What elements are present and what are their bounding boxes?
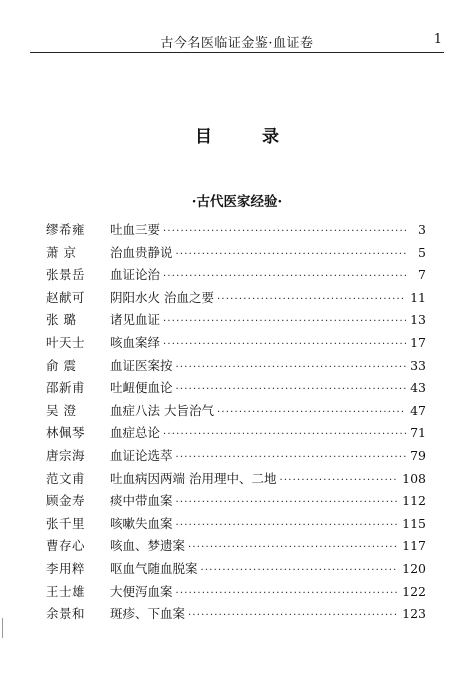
entry-page-number: 47 xyxy=(410,402,426,418)
entry-topic: 吐血三要 xyxy=(110,222,161,237)
dot-leader xyxy=(176,249,406,260)
dot-leader xyxy=(163,271,406,282)
toc-entry[interactable] xyxy=(46,378,426,401)
dot-leader xyxy=(176,497,399,508)
dot-leader xyxy=(201,565,399,576)
toc-entry[interactable] xyxy=(46,469,426,492)
entry-author: 王士雄 xyxy=(46,583,86,599)
entry-page-number: 5 xyxy=(418,244,426,260)
entry-page-number: 112 xyxy=(402,493,426,509)
entry-topic: 血症总论 xyxy=(110,425,161,441)
toc-entry[interactable] xyxy=(46,220,426,243)
dot-leader xyxy=(279,475,398,486)
entry-topic: 吐血病因两端 治用理中、二地 xyxy=(110,470,277,486)
dot-leader xyxy=(176,452,406,463)
section-heading: ·古代医家经验· xyxy=(191,194,283,210)
toc-entry[interactable] xyxy=(46,536,426,559)
toc-entry[interactable] xyxy=(46,265,426,288)
toc-entry[interactable] xyxy=(46,559,426,582)
dot-leader xyxy=(176,362,406,373)
page-number: 1 xyxy=(433,32,442,47)
entry-page-number: 33 xyxy=(410,357,426,373)
entry-page-number: 17 xyxy=(410,334,426,350)
entry-page-number: 43 xyxy=(410,380,426,396)
dot-leader xyxy=(163,226,406,237)
running-header xyxy=(30,28,444,53)
dot-leader xyxy=(163,339,406,350)
entry-page-number: 122 xyxy=(402,583,426,599)
toc-entry[interactable] xyxy=(46,582,426,605)
entry-topic: 治血贵静说 xyxy=(110,244,173,260)
scan-edge-mark xyxy=(2,618,3,638)
entry-topic: 斑疹、下血案 xyxy=(110,606,186,622)
entry-author: 张 璐 xyxy=(46,312,77,328)
entry-topic: 咳嗽失血案 xyxy=(110,515,173,531)
entry-topic: 咳血、梦遗案 xyxy=(110,538,186,554)
entry-author: 赵献可 xyxy=(46,289,86,305)
entry-page-number: 120 xyxy=(402,560,426,576)
dot-leader xyxy=(188,610,398,621)
entry-author: 余景和 xyxy=(46,606,86,622)
entry-author: 张景岳 xyxy=(46,267,86,283)
entry-topic: 呕血气随血脱案 xyxy=(110,560,198,576)
entry-author: 林佩琴 xyxy=(46,425,86,441)
toc-entry[interactable] xyxy=(46,243,426,266)
entry-topic: 咳血案绎 xyxy=(110,334,161,350)
entry-author: 唐宗海 xyxy=(46,447,86,463)
dot-leader xyxy=(217,294,406,305)
entry-page-number: 115 xyxy=(402,515,426,531)
entry-topic: 阴阳水火 治血之要 xyxy=(110,289,214,305)
book-title: 古今名医临证金鉴·血证卷 xyxy=(160,36,314,51)
entry-topic: 血证论选萃 xyxy=(110,447,173,463)
entry-page-number: 13 xyxy=(410,312,426,328)
toc-entry[interactable] xyxy=(46,514,426,537)
entry-topic: 诸见血证 xyxy=(110,312,161,328)
entry-topic: 血症八法 大旨治气 xyxy=(110,402,214,418)
entry-page-number: 3 xyxy=(418,222,426,237)
dot-leader xyxy=(176,588,399,599)
toc-entry[interactable] xyxy=(46,604,426,627)
entry-topic: 吐衄便血论 xyxy=(110,380,173,396)
toc-list xyxy=(46,220,426,627)
toc-entry[interactable] xyxy=(46,310,426,333)
entry-page-number: 108 xyxy=(402,470,426,486)
dot-leader xyxy=(188,542,398,553)
dot-leader xyxy=(217,407,406,418)
toc-entry[interactable] xyxy=(46,491,426,514)
entry-topic: 血证医案按 xyxy=(110,357,173,373)
dot-leader xyxy=(176,520,399,531)
entry-author: 萧 京 xyxy=(46,244,77,260)
entry-page-number: 7 xyxy=(418,267,426,283)
entry-page-number: 79 xyxy=(410,447,426,463)
entry-author: 邵新甫 xyxy=(46,380,86,396)
entry-page-number: 71 xyxy=(410,425,426,441)
dot-leader xyxy=(163,316,406,327)
entry-author: 缪希雍 xyxy=(46,222,86,237)
toc-entry[interactable] xyxy=(46,288,426,311)
toc-entry[interactable] xyxy=(46,333,426,356)
toc-entry[interactable] xyxy=(46,401,426,424)
entry-author: 顾金寿 xyxy=(46,493,86,509)
entry-author: 曹存心 xyxy=(46,538,86,554)
entry-topic: 痰中带血案 xyxy=(110,493,173,509)
entry-page-number: 11 xyxy=(410,289,426,305)
entry-author: 叶天士 xyxy=(46,334,86,350)
entry-author: 李用粹 xyxy=(46,560,86,576)
entry-page-number: 117 xyxy=(402,538,426,554)
toc-entry[interactable] xyxy=(46,423,426,446)
entry-page-number: 123 xyxy=(402,606,426,622)
entry-author: 俞 震 xyxy=(46,357,77,373)
entry-topic: 血证论治 xyxy=(110,267,161,283)
entry-author: 范文甫 xyxy=(46,470,86,486)
entry-author: 吴 澄 xyxy=(46,402,77,418)
entry-topic: 大便泻血案 xyxy=(110,583,173,599)
dot-leader xyxy=(163,429,406,440)
toc-entry[interactable] xyxy=(46,356,426,379)
toc-entry[interactable] xyxy=(46,446,426,469)
dot-leader xyxy=(176,384,406,395)
entry-author: 张千里 xyxy=(46,515,86,531)
contents-heading: 目 录 xyxy=(195,127,301,147)
